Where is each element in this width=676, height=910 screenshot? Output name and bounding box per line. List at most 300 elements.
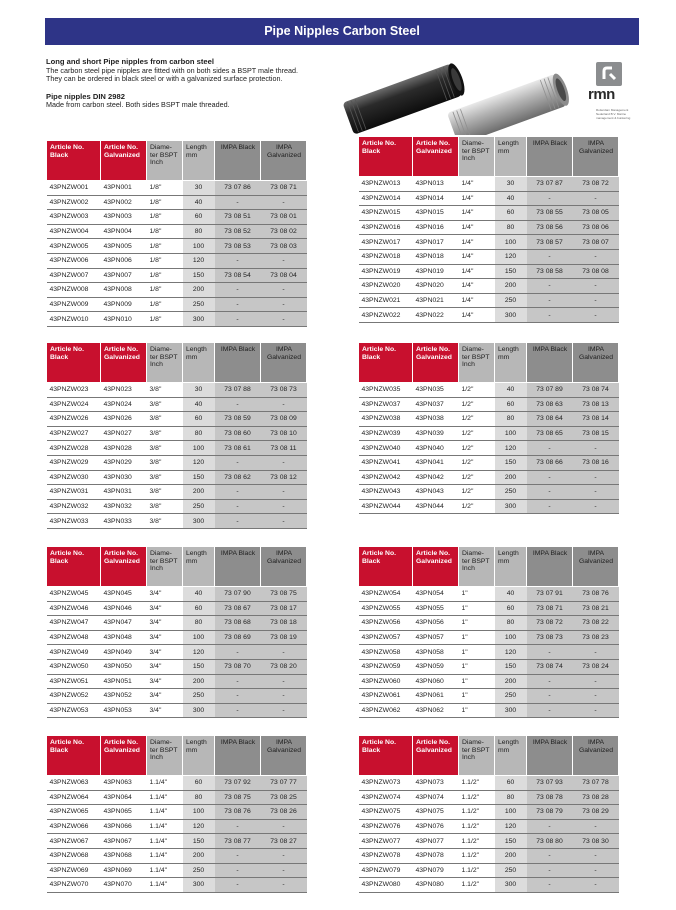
cell-length: 120 [183,253,215,268]
cell-diameter: 3/8" [147,412,183,427]
cell-article-galvanized: 43PN037 [413,397,459,412]
product-table [46,140,307,327]
cell-article-black: 43PNZW046 [47,601,101,616]
cell-article-galvanized: 43PN021 [413,293,459,308]
cell-diameter: 1/4" [459,293,495,308]
table-row [47,283,307,298]
cell-article-galvanized: 43PN062 [413,703,459,718]
cell-impa-galvanized: - [261,283,307,298]
cell-impa-black: - [215,689,261,704]
table-row [359,279,619,294]
column-header-article-black: Article No. Black [47,141,101,181]
cell-diameter: 1" [459,601,495,616]
cell-length: 60 [183,776,215,791]
cell-impa-black: 73 07 87 [527,177,573,192]
cell-article-galvanized: 43PN067 [101,834,147,849]
cell-article-black: 43PNZW028 [47,441,101,456]
cell-impa-galvanized: - [261,878,307,893]
cell-diameter: 3/8" [147,397,183,412]
cell-article-black: 43PNZW017 [359,235,413,250]
cell-impa-black: - [215,863,261,878]
table-row [359,177,619,192]
table-row [47,645,307,660]
cell-article-black: 43PNZW053 [47,703,101,718]
cell-article-black: 43PNZW007 [47,268,101,283]
table-row [359,191,619,206]
cell-diameter: 3/4" [147,659,183,674]
cell-impa-galvanized: 73 08 25 [261,790,307,805]
cell-article-galvanized: 43PN004 [101,224,147,239]
cell-diameter: 1.1/2" [459,790,495,805]
cell-article-galvanized: 43PN035 [413,383,459,398]
product-table [358,735,619,893]
cell-length: 100 [183,441,215,456]
cell-article-galvanized: 43PN009 [101,297,147,312]
cell-article-black: 43PNZW003 [47,210,101,225]
column-header-article-galv: Article No. Galvanized [101,343,147,383]
cell-article-galvanized: 43PN024 [101,397,147,412]
cell-article-galvanized: 43PN013 [413,177,459,192]
cell-impa-galvanized: - [261,397,307,412]
cell-diameter: 3/4" [147,630,183,645]
table-row [47,426,307,441]
table-row [47,297,307,312]
cell-article-black: 43PNZW009 [47,297,101,312]
table-row [359,601,619,616]
cell-diameter: 1/8" [147,312,183,327]
cell-impa-galvanized: 73 08 18 [261,616,307,631]
cell-impa-galvanized: - [573,441,619,456]
cell-article-galvanized: 43PN043 [413,485,459,500]
cell-impa-galvanized: 73 08 24 [573,659,619,674]
cell-impa-galvanized: 73 08 01 [261,210,307,225]
cell-diameter: 1.1/2" [459,878,495,893]
column-header-article-galv: Article No. Galvanized [413,736,459,776]
cell-article-galvanized: 43PN019 [413,264,459,279]
cell-diameter: 1.1/4" [147,863,183,878]
cell-article-galvanized: 43PN057 [413,630,459,645]
cell-length: 250 [495,863,527,878]
table-row [359,630,619,645]
cell-article-galvanized: 43PN044 [413,499,459,514]
cell-impa-black: - [215,455,261,470]
cell-article-galvanized: 43PN041 [413,455,459,470]
cell-impa-galvanized: - [261,703,307,718]
cell-article-black: 43PNZW018 [359,249,413,264]
cell-article-black: 43PNZW020 [359,279,413,294]
cell-impa-galvanized: - [573,848,619,863]
cell-length: 40 [495,587,527,602]
column-header-length: Length mm [495,137,527,177]
cell-article-galvanized: 43PN074 [413,790,459,805]
cell-impa-black: - [527,689,573,704]
cell-diameter: 1/4" [459,191,495,206]
brand-icon [596,62,622,86]
cell-length: 200 [183,848,215,863]
cell-article-black: 43PNZW057 [359,630,413,645]
column-header-diameter: Diame- ter BSPT Inch [147,547,183,587]
cell-impa-galvanized: 73 08 02 [261,224,307,239]
cell-diameter: 1" [459,645,495,660]
cell-impa-galvanized: 73 08 17 [261,601,307,616]
cell-article-black: 43PNZW016 [359,220,413,235]
column-header-impa-galv: IMPA Galvanized [573,343,619,383]
cell-diameter: 1/2" [459,485,495,500]
cell-impa-galvanized: - [261,863,307,878]
cell-article-black: 43PNZW060 [359,674,413,689]
cell-length: 300 [183,312,215,327]
cell-article-black: 43PNZW065 [47,805,101,820]
column-header-article-galv: Article No. Galvanized [101,547,147,587]
column-header-length: Length mm [183,343,215,383]
cell-article-galvanized: 43PN028 [101,441,147,456]
product-table [46,546,307,718]
cell-article-galvanized: 43PN027 [101,426,147,441]
cell-length: 60 [495,397,527,412]
table-row [359,383,619,398]
column-header-diameter: Diame- ter BSPT Inch [459,736,495,776]
cell-article-galvanized: 43PN064 [101,790,147,805]
cell-length: 30 [495,177,527,192]
cell-diameter: 3/4" [147,587,183,602]
cell-article-galvanized: 43PN046 [101,601,147,616]
table-row [47,239,307,254]
table-row [47,181,307,196]
cell-diameter: 3/4" [147,703,183,718]
cell-impa-black: 73 08 74 [527,659,573,674]
cell-impa-galvanized: 73 08 06 [573,220,619,235]
table-row [359,848,619,863]
cell-impa-galvanized: 73 08 22 [573,616,619,631]
cell-length: 200 [495,279,527,294]
cell-article-black: 43PNZW047 [47,616,101,631]
cell-article-galvanized: 43PN040 [413,441,459,456]
column-header-article-black: Article No. Black [359,547,413,587]
cell-impa-galvanized: - [573,689,619,704]
cell-impa-galvanized: 73 08 76 [573,587,619,602]
cell-article-galvanized: 43PN014 [413,191,459,206]
cell-article-galvanized: 43PN008 [101,283,147,298]
cell-length: 250 [183,863,215,878]
cell-article-galvanized: 43PN039 [413,426,459,441]
cell-impa-galvanized: 73 08 26 [261,805,307,820]
cell-impa-black: 73 07 93 [527,776,573,791]
cell-impa-black: - [215,674,261,689]
cell-diameter: 1" [459,587,495,602]
cell-length: 100 [495,235,527,250]
column-header-length: Length mm [183,141,215,181]
table-row [359,878,619,893]
cell-article-black: 43PNZW037 [359,397,413,412]
cell-article-galvanized: 43PN030 [101,470,147,485]
table-row [359,426,619,441]
cell-impa-black: - [215,397,261,412]
page-title: Pipe Nipples Carbon Steel [45,18,639,45]
cell-diameter: 1.1/2" [459,834,495,849]
cell-impa-black: - [527,293,573,308]
cell-length: 80 [495,412,527,427]
cell-impa-black: 73 08 56 [527,220,573,235]
cell-impa-black: 73 08 65 [527,426,573,441]
cell-article-galvanized: 43PN055 [413,601,459,616]
table-row [47,412,307,427]
cell-article-black: 43PNZW032 [47,499,101,514]
cell-length: 200 [183,485,215,500]
cell-article-black: 43PNZW067 [47,834,101,849]
cell-article-black: 43PNZW040 [359,441,413,456]
table-row [359,689,619,704]
cell-impa-galvanized: 73 07 78 [573,776,619,791]
cell-length: 250 [183,297,215,312]
cell-diameter: 3/4" [147,616,183,631]
cell-diameter: 1/2" [459,455,495,470]
cell-diameter: 1.1/4" [147,776,183,791]
cell-diameter: 1" [459,674,495,689]
cell-diameter: 3/8" [147,455,183,470]
cell-impa-galvanized: 73 08 04 [261,268,307,283]
cell-impa-galvanized: 73 08 19 [261,630,307,645]
cell-length: 100 [183,630,215,645]
column-header-impa-black: IMPA Black [527,343,573,383]
cell-diameter: 1.1/2" [459,805,495,820]
table-row [47,878,307,893]
table-row [359,790,619,805]
cell-impa-galvanized: - [573,470,619,485]
brand-subtitle: Rotterdam Management Nederland B.V. Marine management & bunkering [596,108,631,120]
column-header-length: Length mm [183,736,215,776]
cell-article-galvanized: 43PN022 [413,308,459,323]
cell-length: 300 [495,703,527,718]
cell-impa-galvanized: 73 08 73 [261,383,307,398]
cell-impa-galvanized: - [573,819,619,834]
cell-length: 250 [183,689,215,704]
cell-article-galvanized: 43PN032 [101,499,147,514]
cell-article-black: 43PNZW076 [359,819,413,834]
cell-impa-black: 73 07 91 [527,587,573,602]
cell-length: 120 [495,249,527,264]
cell-article-black: 43PNZW002 [47,195,101,210]
column-header-length: Length mm [495,547,527,587]
table-row [47,268,307,283]
cell-article-black: 43PNZW048 [47,630,101,645]
table-row [359,206,619,221]
cell-article-black: 43PNZW055 [359,601,413,616]
table-row [47,689,307,704]
cell-diameter: 3/8" [147,514,183,529]
table-row [359,397,619,412]
cell-impa-galvanized: 73 08 21 [573,601,619,616]
cell-impa-black: - [527,191,573,206]
cell-article-galvanized: 43PN068 [101,848,147,863]
cell-length: 300 [495,308,527,323]
cell-length: 200 [183,283,215,298]
cell-impa-black: 73 07 88 [215,383,261,398]
intro-line-3: Made from carbon steel. Both sides BSPT male threaded. [46,100,230,110]
column-header-length: Length mm [183,547,215,587]
cell-article-galvanized: 43PN047 [101,616,147,631]
cell-impa-galvanized: 73 08 10 [261,426,307,441]
cell-impa-galvanized: 73 08 71 [261,181,307,196]
cell-impa-black: - [527,819,573,834]
cell-article-black: 43PNZW063 [47,776,101,791]
table-row [47,253,307,268]
table-row [47,805,307,820]
cell-diameter: 1/8" [147,210,183,225]
cell-length: 150 [495,264,527,279]
cell-diameter: 1/2" [459,412,495,427]
cell-impa-black: 73 08 60 [215,426,261,441]
cell-article-galvanized: 43PN049 [101,645,147,660]
cell-diameter: 1" [459,689,495,704]
cell-article-galvanized: 43PN003 [101,210,147,225]
cell-impa-black: 73 08 52 [215,224,261,239]
column-header-impa-black: IMPA Black [527,137,573,177]
cell-diameter: 1/2" [459,383,495,398]
column-header-article-black: Article No. Black [359,736,413,776]
cell-article-black: 43PNZW058 [359,645,413,660]
cell-article-black: 43PNZW042 [359,470,413,485]
intro-line-2: They can be ordered in black steel or with a galvanized surface protection. [46,74,283,84]
brand-name: rmn [588,86,615,103]
cell-article-black: 43PNZW013 [359,177,413,192]
cell-impa-black: 73 08 77 [215,834,261,849]
cell-impa-black: 73 07 92 [215,776,261,791]
cell-diameter: 1/8" [147,239,183,254]
cell-diameter: 3/4" [147,601,183,616]
table-row [359,776,619,791]
cell-article-black: 43PNZW061 [359,689,413,704]
table-row [47,441,307,456]
cell-impa-galvanized: - [573,674,619,689]
cell-article-galvanized: 43PN075 [413,805,459,820]
intro-heading-2: Pipe nipples DIN 2982 [46,91,125,101]
cell-diameter: 3/4" [147,674,183,689]
cell-impa-galvanized: 73 08 07 [573,235,619,250]
cell-diameter: 1/4" [459,177,495,192]
column-header-article-black: Article No. Black [359,137,413,177]
cell-length: 300 [495,878,527,893]
cell-impa-black: 73 08 62 [215,470,261,485]
cell-diameter: 3/8" [147,383,183,398]
cell-impa-black: - [215,297,261,312]
cell-article-galvanized: 43PN069 [101,863,147,878]
column-header-diameter: Diame- ter BSPT Inch [147,343,183,383]
table-row [359,412,619,427]
cell-article-galvanized: 43PN020 [413,279,459,294]
cell-impa-galvanized: - [261,848,307,863]
cell-impa-galvanized: - [573,878,619,893]
cell-article-galvanized: 43PN078 [413,848,459,863]
cell-impa-galvanized: - [573,499,619,514]
cell-impa-galvanized: 73 08 72 [573,177,619,192]
column-header-diameter: Diame- ter BSPT Inch [147,736,183,776]
cell-diameter: 1.1/4" [147,848,183,863]
column-header-article-galv: Article No. Galvanized [413,137,459,177]
table-row [359,805,619,820]
cell-impa-galvanized: - [573,863,619,878]
cell-article-black: 43PNZW035 [359,383,413,398]
cell-length: 120 [183,819,215,834]
column-header-impa-black: IMPA Black [527,736,573,776]
table-row [47,485,307,500]
cell-article-galvanized: 43PN079 [413,863,459,878]
cell-article-black: 43PNZW056 [359,616,413,631]
cell-diameter: 1/4" [459,264,495,279]
cell-diameter: 1.1/4" [147,790,183,805]
cell-impa-black: - [215,499,261,514]
column-header-impa-galv: IMPA Galvanized [261,141,307,181]
cell-length: 80 [183,790,215,805]
column-header-impa-galv: IMPA Galvanized [261,547,307,587]
black-pipe-icon [343,61,468,134]
cell-diameter: 1" [459,659,495,674]
cell-length: 150 [183,659,215,674]
cell-diameter: 1" [459,703,495,718]
cell-article-galvanized: 43PN045 [101,587,147,602]
column-header-impa-galv: IMPA Galvanized [573,547,619,587]
cell-article-black: 43PNZW026 [47,412,101,427]
cell-article-galvanized: 43PN015 [413,206,459,221]
cell-article-galvanized: 43PN007 [101,268,147,283]
cell-length: 120 [183,645,215,660]
cell-diameter: 1/8" [147,195,183,210]
cell-impa-galvanized: 73 08 30 [573,834,619,849]
cell-diameter: 1.1/2" [459,819,495,834]
cell-article-black: 43PNZW022 [359,308,413,323]
cell-length: 40 [183,195,215,210]
cell-impa-black: - [215,819,261,834]
cell-article-black: 43PNZW069 [47,863,101,878]
cell-impa-black: 73 08 71 [527,601,573,616]
table-row [47,312,307,327]
cell-length: 150 [183,268,215,283]
cell-article-galvanized: 43PN033 [101,514,147,529]
column-header-article-black: Article No. Black [359,343,413,383]
cell-impa-black: 73 08 64 [527,412,573,427]
table-row [47,848,307,863]
cell-length: 80 [183,616,215,631]
table-row [359,308,619,323]
cell-impa-galvanized: 73 08 28 [573,790,619,805]
cell-impa-black: 73 08 63 [527,397,573,412]
cell-impa-black: 73 08 70 [215,659,261,674]
cell-article-galvanized: 43PN054 [413,587,459,602]
cell-length: 300 [183,878,215,893]
cell-diameter: 1/4" [459,249,495,264]
cell-diameter: 1/8" [147,253,183,268]
cell-article-black: 43PNZW010 [47,312,101,327]
cell-article-black: 43PNZW024 [47,397,101,412]
cell-diameter: 1/2" [459,397,495,412]
table-row [47,470,307,485]
cell-impa-black: 73 08 58 [527,264,573,279]
cell-article-galvanized: 43PN010 [101,312,147,327]
cell-length: 250 [495,293,527,308]
cell-impa-galvanized: 73 08 75 [261,587,307,602]
cell-impa-black: - [527,485,573,500]
cell-length: 80 [495,616,527,631]
table-row [359,587,619,602]
cell-article-black: 43PNZW004 [47,224,101,239]
intro-heading-1: Long and short Pipe nipples from carbon steel [46,57,214,66]
cell-article-black: 43PNZW064 [47,790,101,805]
cell-impa-black: 73 08 78 [527,790,573,805]
cell-impa-galvanized: - [261,514,307,529]
cell-impa-galvanized: - [573,645,619,660]
cell-diameter: 1/4" [459,308,495,323]
table-row [359,264,619,279]
cell-impa-black: - [527,441,573,456]
